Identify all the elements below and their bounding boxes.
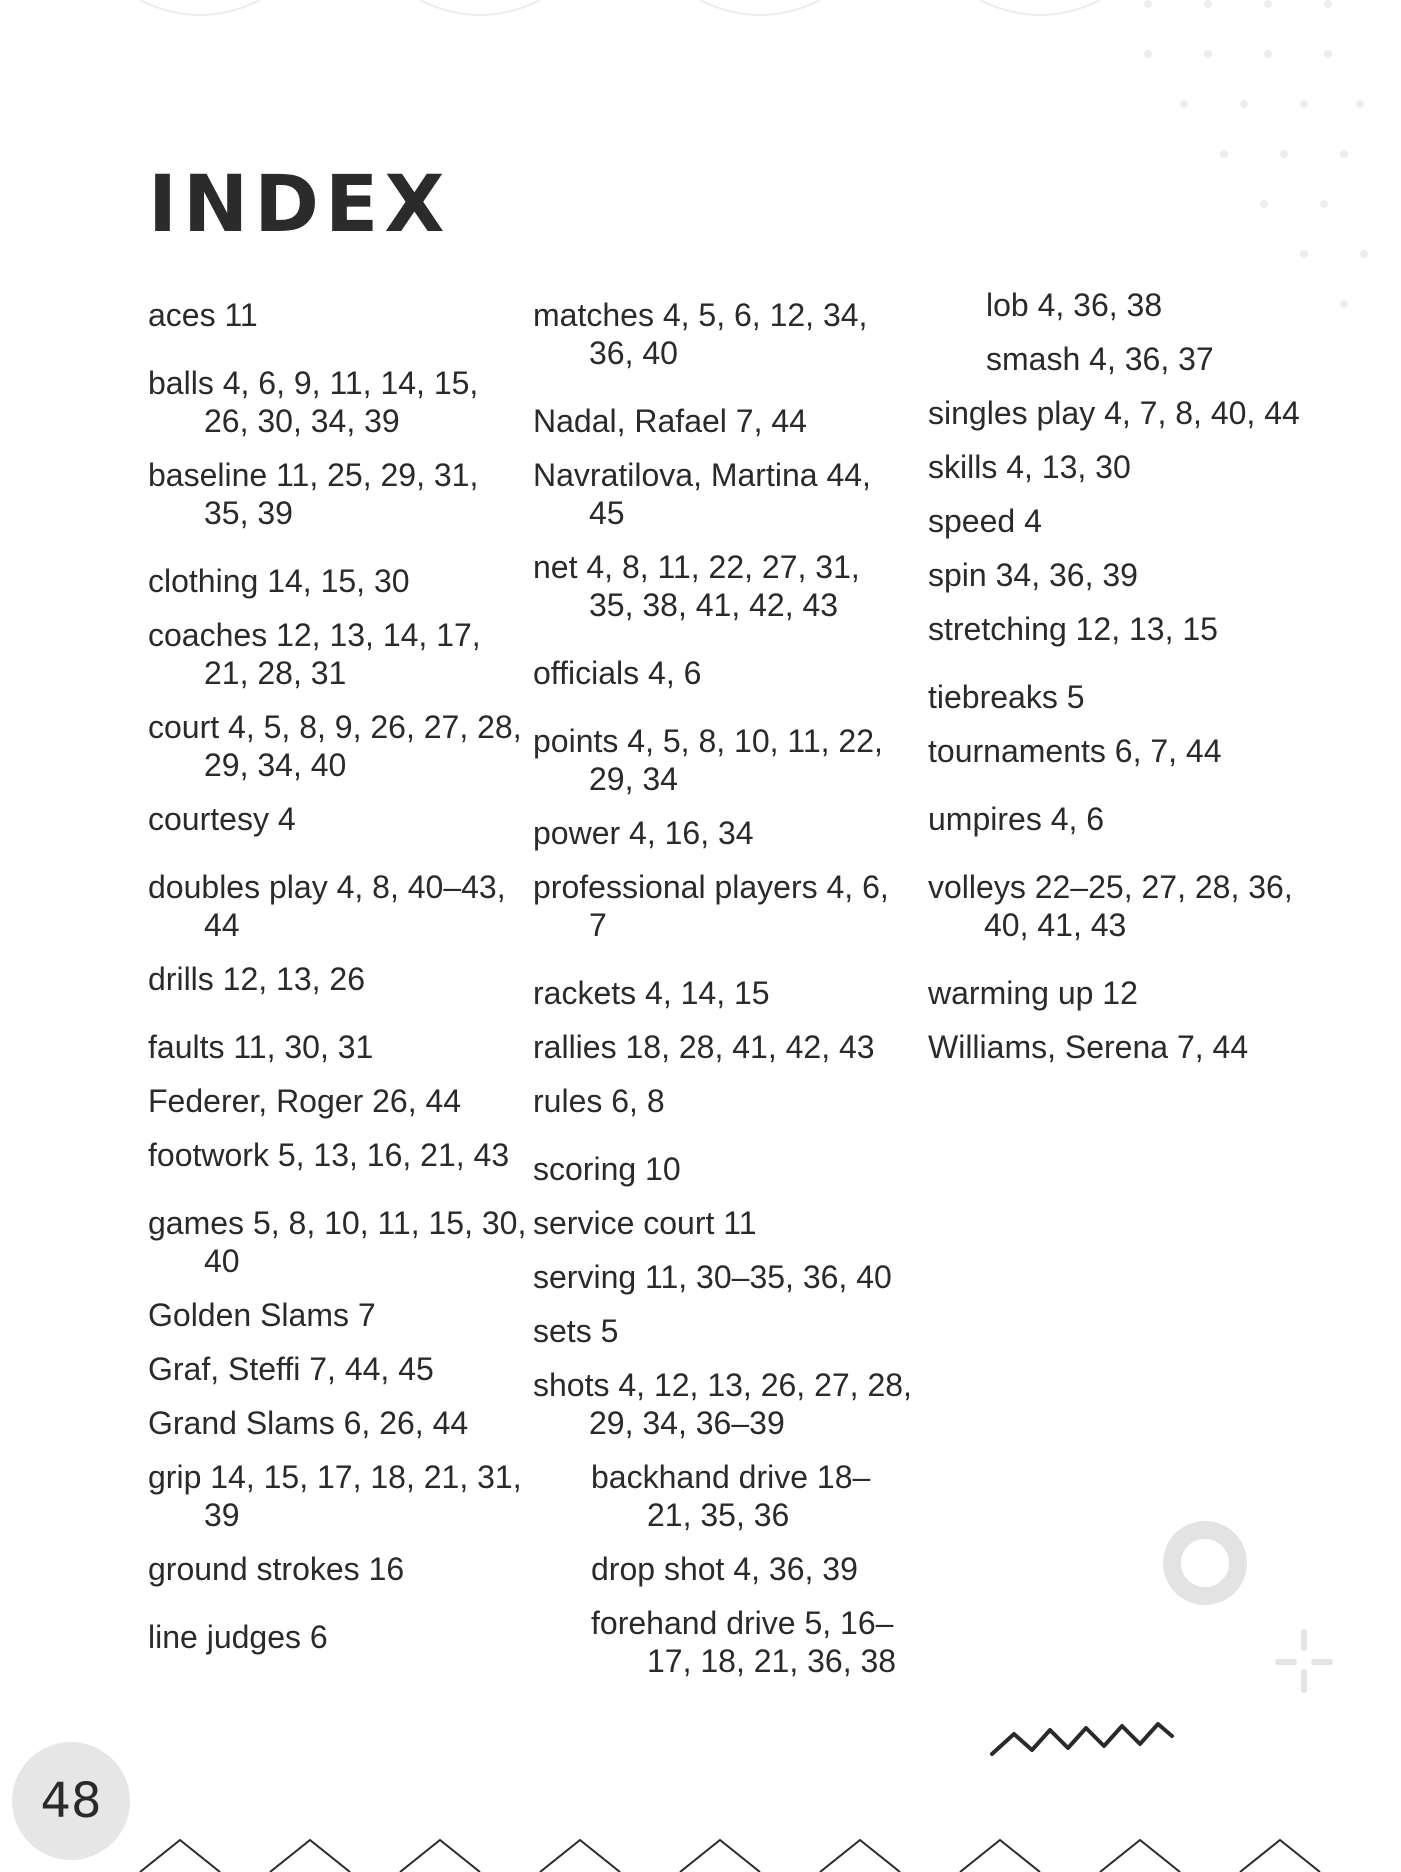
ring-decoration [1160,1518,1250,1608]
index-entry: Graf, Steffi 7, 44, 45 [148,1351,434,1387]
index-entry: warming up 12 [928,975,1138,1011]
index-entry: rackets 4, 14, 15 [533,975,770,1011]
index-entry: service court 11 [533,1205,757,1241]
index-entry: doubles play 4, 8, 40–43, 44 [148,869,506,943]
index-entry: games 5, 8, 10, 11, 15, 30, 40 [148,1205,527,1279]
index-column-1 [148,296,528,1672]
index-entry: power 4, 16, 34 [533,815,754,851]
index-entry: shots 4, 12, 13, 26, 27, 28, 29, 34, 36–39 [533,1367,912,1441]
index-entry: faults 11, 30, 31 [148,1029,374,1065]
index-column-2 [533,296,913,1696]
index-entry: clothing 14, 15, 30 [148,563,410,599]
page-number-badge [12,1742,130,1860]
index-entry: line judges 6 [148,1619,328,1655]
index-entry: footwork 5, 13, 16, 21, 43 [148,1137,510,1173]
index-entry: drills 12, 13, 26 [148,961,366,997]
index-entry: professional players 4, 6, 7 [533,869,889,943]
index-entry: Grand Slams 6, 26, 44 [148,1405,469,1441]
page-title: INDEX [148,160,451,250]
index-subentry: smash 4, 36, 37 [986,341,1214,377]
index-entry: courtesy 4 [148,801,296,837]
index-entry: baseline 11, 25, 29, 31, 35, 39 [148,457,479,531]
index-entry: officials 4, 6 [533,655,702,691]
zigzag-decoration [988,1712,1178,1762]
index-entry: umpires 4, 6 [928,801,1105,837]
index-entry: volleys 22–25, 27, 28, 36, 40, 41, 43 [928,869,1293,943]
dot-pattern-decoration [1120,0,1380,320]
index-entry: skills 4, 13, 30 [928,449,1131,485]
index-entry: grip 14, 15, 17, 18, 21, 31, 39 [148,1459,522,1533]
index-entry: stretching 12, 13, 15 [928,611,1218,647]
index-entry: Nadal, Rafael 7, 44 [533,403,807,439]
index-entry: Federer, Roger 26, 44 [148,1083,462,1119]
index-entry: serving 11, 30–35, 36, 40 [533,1259,892,1295]
index-entry: ground strokes 16 [148,1551,405,1587]
index-column-3 [928,286,1308,1082]
index-subentry: lob 4, 36, 38 [986,287,1163,323]
index-subentry: drop shot 4, 36, 39 [591,1551,858,1587]
index-entry: sets 5 [533,1313,619,1349]
index-entry: balls 4, 6, 9, 11, 14, 15, 26, 30, 34, 39 [148,365,479,439]
index-entry: aces 11 [148,297,258,333]
index-entry: rules 6, 8 [533,1083,665,1119]
index-entry: Golden Slams 7 [148,1297,376,1333]
index-entry: Navratilova, Martina 44, 45 [533,457,871,531]
index-entry: scoring 10 [533,1151,681,1187]
index-entry: tiebreaks 5 [928,679,1085,715]
index-entry: singles play 4, 7, 8, 40, 44 [928,395,1300,431]
page-number: 48 [40,1773,102,1829]
index-entry: spin 34, 36, 39 [928,557,1138,593]
index-entry: speed 4 [928,503,1042,539]
index-subentry: backhand drive 18–21, 35, 36 [591,1459,871,1533]
index-entry: Williams, Serena 7, 44 [928,1029,1249,1065]
index-entry: rallies 18, 28, 41, 42, 43 [533,1029,875,1065]
index-entry: points 4, 5, 8, 10, 11, 22, 29, 34 [533,723,883,797]
index-entry: tournaments 6, 7, 44 [928,733,1222,769]
index-entry: coaches 12, 13, 14, 17, 21, 28, 31 [148,617,481,691]
bottom-border-decoration [0,1832,1401,1872]
sparkle-decoration [1274,1628,1334,1698]
index-entry: matches 4, 5, 6, 12, 34, 36, 40 [533,297,868,371]
index-subentry: forehand drive 5, 16–17, 18, 21, 36, 38 [591,1605,897,1679]
index-entry: court 4, 5, 8, 9, 26, 27, 28, 29, 34, 40 [148,709,522,783]
index-entry: net 4, 8, 11, 22, 27, 31, 35, 38, 41, 42, 43 [533,549,860,623]
